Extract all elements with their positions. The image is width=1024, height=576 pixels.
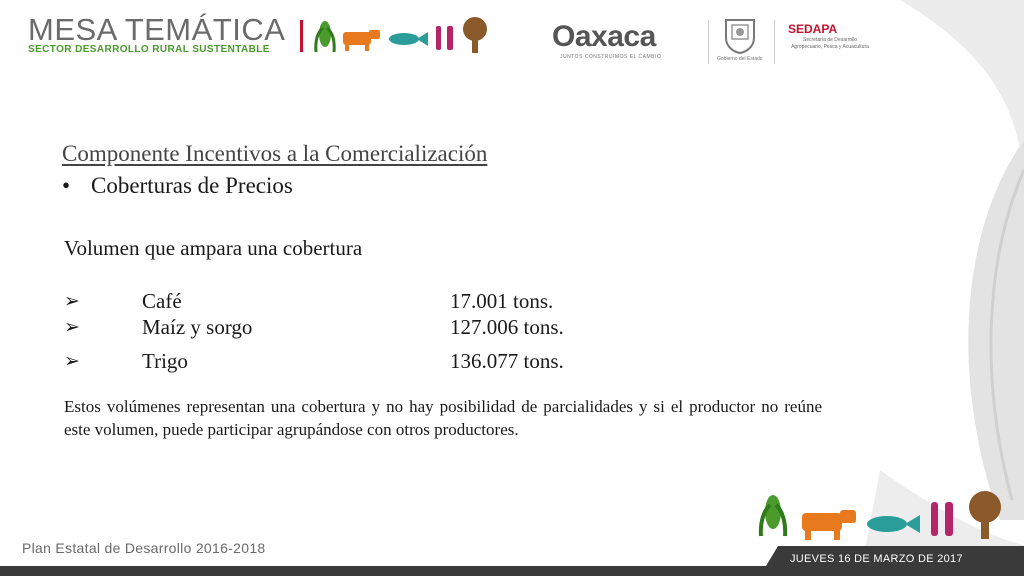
fork-knife-icon [433, 24, 457, 52]
state-seal-icon [722, 14, 758, 54]
tree-icon [962, 490, 1008, 540]
fish-icon [864, 512, 922, 536]
arrow-bullet: ➢ [64, 291, 80, 312]
component-title: Componente Incentivos a la Comercialización [62, 141, 488, 166]
title-divider [300, 20, 303, 52]
crop-volume: 17.001 tons. [450, 289, 554, 313]
tree-icon [458, 16, 492, 54]
fork-knife-icon [928, 500, 956, 538]
bullet-label: Coberturas de Precios [91, 173, 293, 198]
crop-name: Trigo [142, 349, 188, 373]
corn-icon [756, 492, 790, 538]
sedapa-logo: SEDAPA [788, 22, 838, 36]
plan-label: Plan Estatal de Desarrollo 2016-2018 [22, 540, 266, 556]
arrow-bullet: ➢ [64, 317, 80, 338]
oaxaca-tagline: JUNTOS CONSTRUIMOS EL CAMBIO [560, 54, 662, 60]
corn-icon [312, 18, 338, 54]
arrow-bullet: ➢ [64, 351, 80, 372]
cow-icon [800, 505, 860, 541]
footer-date: JUEVES 16 DE MARZO DE 2017 [790, 553, 963, 565]
gov-label: Gobierno del Estado [717, 56, 763, 62]
explanatory-note: Estos volúmenes representan una cobertura y no hay posibilidad de parcialidades y si el productor no reúne este volumen, puede participar agrupándose con otros productores. [64, 397, 822, 439]
crop-volume: 127.006 tons. [450, 315, 564, 339]
sedapa-subtitle: Secretaría de Desarrollo Agropecuario, Pesca y Acuacultura [791, 37, 869, 50]
crop-name: Maíz y sorgo [142, 315, 253, 339]
logo-divider [774, 20, 775, 64]
crop-name: Café [142, 289, 182, 313]
bullet-point: • [62, 173, 71, 198]
logo-divider [708, 20, 709, 64]
volume-heading: Volumen que ampara una cobertura [64, 236, 363, 260]
cow-icon [341, 26, 383, 52]
mesa-subtitle: SECTOR DESARROLLO RURAL SUSTENTABLE [28, 44, 270, 55]
crop-volume: 136.077 tons. [450, 349, 564, 373]
oaxaca-logo: Oaxaca [552, 20, 656, 53]
fish-icon [386, 30, 430, 48]
mesa-title: MESA TEMÁTICA [28, 12, 286, 47]
